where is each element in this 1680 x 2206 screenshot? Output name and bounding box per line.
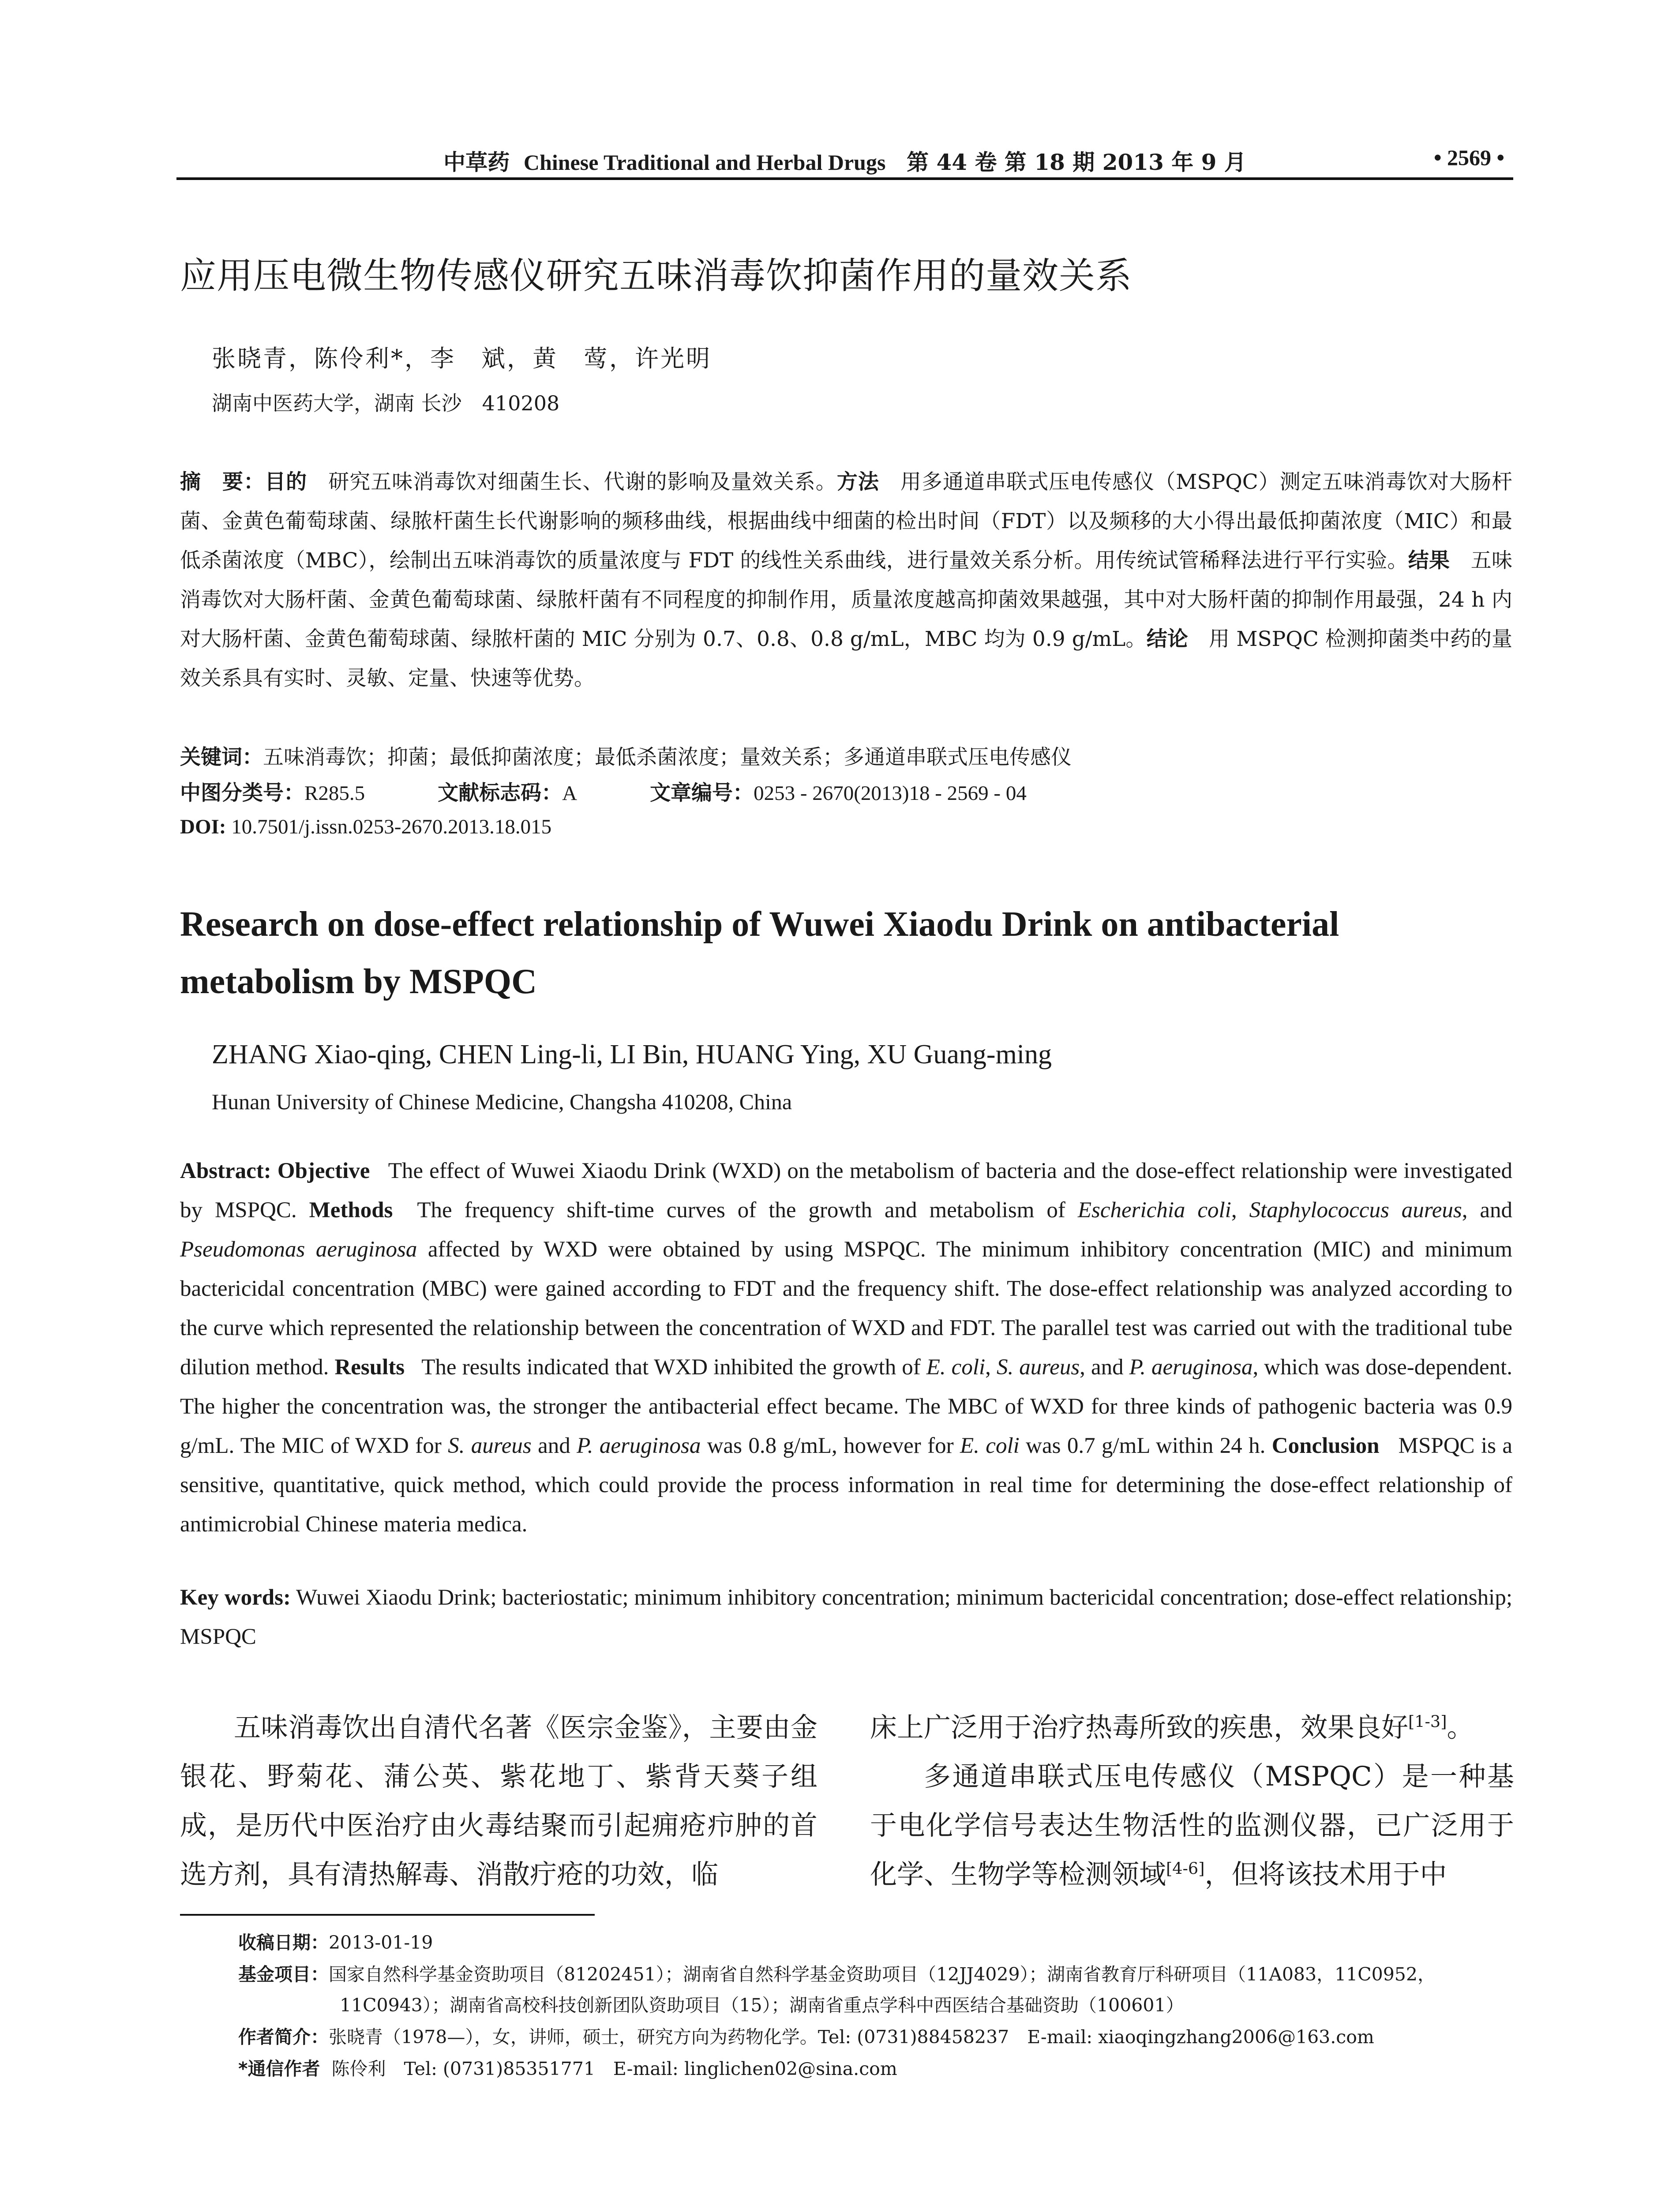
conclusion-label: 结论 <box>1146 627 1188 651</box>
species-paeruginosa: Pseudomonas aeruginosa <box>180 1237 417 1262</box>
journal-issue: 第 44 卷 第 18 期 2013 年 9 月 <box>907 149 1246 175</box>
species-ecoli-short-2: E. coli <box>960 1433 1020 1458</box>
page-number: • 2569 • <box>1433 145 1504 170</box>
body-text-end: ，但将该技术用于中 <box>1204 1859 1447 1890</box>
footnote-received <box>238 1927 433 1958</box>
species-saureus: Staphylococcus aureus <box>1249 1198 1462 1223</box>
chinese-authors: 张晓青，陈伶利*，李 斌，黄 莺，许光明 <box>212 345 712 372</box>
body-text: 床上广泛用于治疗热毒所致的疾患，效果良好 <box>870 1712 1409 1743</box>
author-text: 张晓青（1978—），女，讲师，硕士，研究方向为药物化学。Tel: (0731)88458237 E-mail: xiaoqingzhang2006@163.com <box>329 2026 1374 2048</box>
footnote-funding <box>238 1959 1436 1990</box>
body-paragraph <box>870 1703 1514 1752</box>
received-label: 收稿日期： <box>238 1932 329 1953</box>
methods-text: 用多通道串联式压电传感仪（MSPQC）测定五味消毒饮对大肠杆菌、金黄色葡萄球菌、绿脓杆菌生长代谢影响的频移曲线，根据曲线中细菌的检出时间（FDT）以及频移的大小得出最低抑菌浓度（MIC）和最低杀菌浓度（MBC），绘制出五味消毒饮的质量浓度与 FDT 的线性关系曲线，进行量效关系分析。用传统试管稀释法进行平行实验。 <box>180 470 1513 573</box>
en-methods-text: The frequency shift-time curves of the growth and metabolism of <box>417 1198 1065 1223</box>
footnote-corresponding <box>238 2053 897 2084</box>
running-header <box>176 141 1513 176</box>
objective-label: 目的 <box>265 470 308 494</box>
en-results-label: Results <box>334 1355 405 1380</box>
species-ecoli: Escherichia coli <box>1077 1198 1231 1223</box>
en-abstract-label: Abstract: Objective <box>180 1159 370 1183</box>
chinese-abstract <box>180 462 1512 698</box>
en-keywords-label: Key words: <box>180 1585 291 1610</box>
body-column-right <box>870 1703 1514 1899</box>
species-ecoli-short: E. coli <box>926 1355 986 1380</box>
doi-line <box>180 815 551 839</box>
conclusion-text: 用 MSPQC 检测抑菌类中药的量效关系具有实时、灵敏、定量、快速等优势。 <box>180 627 1513 690</box>
results-text: 五味消毒饮对大肠杆菌、金黄色葡萄球菌、绿脓杆菌有不同程度的抑制作用，质量浓度越高抑菌效果越强，其中对大肠杆菌的抑制作用最强，24 h 内对大肠杆菌、金黄色葡萄球菌、绿脓杆菌的 MIC 分别为 0.7、0.8、0.8 g/mL，MBC 均为 0.9 g/mL。 <box>180 548 1513 651</box>
en-results-text-3: was 0.8 g/mL, however for <box>707 1433 954 1458</box>
species-saureus-short: S. aureus <box>996 1355 1080 1380</box>
en-methods-label: Methods <box>309 1198 393 1223</box>
corresponding-label: *通信作者 <box>238 2058 320 2079</box>
en-results-text-2: , which was dose-dependent. The higher the concentration was, the stronger the antibacterial effect became. The MBC of WXD for three kinds of pathogenic bacteria was 0.9 g/mL. The MIC of WXD for <box>180 1355 1513 1458</box>
english-abstract: Abstract: Objective The effect of Wuwei Xiaodu Drink (WXD) on the metabolism of bacteria and the dose-effect relationship were investigated by MSPQC. Methods The frequency shift-time curves of the growth and metabolism of Escherichia coli, Staphylococcus aureus, and Pseudomonas aeruginosa affected by WXD were obtained by using MSPQC. The minimum inhibitory concentration (MIC) and minimum bactericidal concentration (MBC) were gained according to FDT and the frequency shift. The dose-effect relationship was analyzed according to the curve which represented the relationship between the concentration of WXD and FDT. The parallel test was carried out with the traditional tube dilution method. Results The results indicated that WXD inhibited the growth of E. coli, S. aureus, and P. aeruginosa, which was dose-dependent. The higher the concentration was, the stronger the antibacterial effect became. The MBC of WXD for three kinds of pathogenic bacteria was 0.9 g/mL. The MIC of WXD for S. aureus and P. aeruginosa was 0.8 g/mL, however for E. coli was 0.7 g/mL within 24 h. Conclusion MSPQC is a sensitive, quantitative, quick method, which could provide the process information in real time for determining the dose-effect relationship of antimicrobial Chinese materia medica. <box>180 1159 1513 1537</box>
funding-label: 基金项目： <box>238 1964 329 1985</box>
english-keywords <box>180 1578 1512 1657</box>
footnote-rule <box>180 1914 595 1916</box>
header-rule <box>176 177 1513 180</box>
citation-ref[interactable]: [1-3] <box>1408 1712 1447 1731</box>
body-paragraph <box>870 1752 1514 1899</box>
author-label: 作者简介： <box>238 2026 329 2048</box>
english-title: Research on dose-effect relationship of Wuwei Xiaodu Drink on antibacterial metabolism by MSPQC <box>180 905 1339 1001</box>
chinese-affiliation: 湖南中医药大学，湖南 长沙 410208 <box>212 391 560 415</box>
journal-name-en: Chinese Traditional and Herbal Drugs <box>523 150 886 175</box>
species-paeruginosa-short-2: P. aeruginosa <box>577 1433 701 1458</box>
and-text: , and <box>1462 1198 1513 1223</box>
article-no-label: 文章编号： <box>650 781 754 805</box>
journal-header <box>176 145 1513 176</box>
doc-code-value: A <box>562 782 578 805</box>
species-paeruginosa-short: P. aeruginosa <box>1129 1355 1253 1380</box>
results-label: 结果 <box>1408 548 1450 573</box>
keywords-label: 关键词： <box>180 745 263 769</box>
body-text: 多通道串联式压电传感仪（MSPQC）是一种基于电化学信号表达生物活性的监测仪器，已广泛用于化学、生物学等检测领域 <box>870 1761 1514 1890</box>
body-text-end: 。 <box>1447 1712 1474 1743</box>
en-conclusion-label: Conclusion <box>1271 1433 1380 1458</box>
clc-value: R285.5 <box>304 782 365 805</box>
chinese-title: 应用压电微生物传感仪研究五味消毒饮抑菌作用的量效关系 <box>180 255 1132 297</box>
en-results-text-4: was 0.7 g/mL within 24 h. <box>1026 1433 1266 1458</box>
species-saureus-short-2: S. aureus <box>448 1433 532 1458</box>
objective-text: 研究五味消毒饮对细菌生长、代谢的影响及量效关系。 <box>307 470 837 494</box>
en-results-text: The results indicated that WXD inhibited the growth of <box>421 1355 921 1380</box>
doi-label: DOI: <box>180 815 226 838</box>
body-column-left: 五味消毒饮出自清代名著《医宗金鉴》，主要由金银花、野菊花、蒲公英、紫花地丁、紫背天葵子组成，是历代中医治疗由火毒结聚而引起痈疮疖肿的首选方剂，具有清热解毒、消散疔疮的功效，临 <box>180 1712 818 1890</box>
article-no-value: 0253 - 2670(2013)18 - 2569 - 04 <box>754 782 1027 805</box>
en-conclusion-text: MSPQC is a sensitive, quantitative, quick method, which could provide the process information in real time for determining the dose-effect relationship of antimicrobial Chinese materia medica. <box>180 1433 1513 1537</box>
journal-name-cn: 中草药 <box>443 149 510 175</box>
doi-value[interactable]: 10.7501/j.issn.0253-2670.2013.18.015 <box>231 815 552 838</box>
corresponding-text: 陈伶利 Tel: (0731)85351771 E-mail: linglichen02@sina.com <box>331 2058 897 2079</box>
abstract-label: 摘 要： <box>180 470 265 494</box>
chinese-keywords <box>180 738 1512 777</box>
english-authors: ZHANG Xiao-qing, CHEN Ling-li, LI Bin, HUANG Ying, XU Guang-ming <box>212 1039 1052 1069</box>
en-objective-text: The effect of Wuwei Xiaodu Drink (WXD) on the metabolism of bacteria and the dose-effect relationship were investigated by MSPQC. <box>180 1159 1512 1223</box>
received-date: 2013-01-19 <box>329 1932 433 1953</box>
citation-ref[interactable]: [4-6] <box>1166 1859 1205 1878</box>
doc-code-label: 文献标志码： <box>438 781 562 805</box>
english-affiliation: Hunan University of Chinese Medicine, Changsha 410208, China <box>212 1089 792 1114</box>
footnote-funding-cont: 11C0943）；湖南省高校科技创新团队资助项目（15）；湖南省重点学科中西医结合基础资助（100601） <box>340 1995 1184 2016</box>
keywords-text: 五味消毒饮；抑菌；最低抑菌浓度；最低杀菌浓度；量效关系；多通道串联式压电传感仪 <box>263 745 1072 769</box>
clc-label: 中图分类号： <box>180 781 304 805</box>
classification-line <box>180 777 1027 806</box>
en-keywords-text: Wuwei Xiaodu Drink; bacteriostatic; minimum inhibitory concentration; minimum bactericidal concentration; dose-effect relationship; MSPQC <box>180 1585 1512 1649</box>
en-methods-text-2: affected by WXD were obtained by using MSPQC. The minimum inhibitory concentration (MIC) and minimum bactericidal concentration (MBC) were gained according to FDT and the frequency shift. The dose-effect relationship was analyzed according to the curve which represented the relationship between the concentration of WXD and FDT. The parallel test was carried out with the traditional tube dilution method. <box>180 1237 1512 1380</box>
funding-text: 国家自然科学基金资助项目（81202451）；湖南省自然科学基金资助项目（12JJ4029）；湖南省教育厅科研项目（11A083，11C0952， <box>329 1964 1436 1985</box>
footnote-author <box>238 2022 1374 2052</box>
methods-label: 方法 <box>836 470 879 494</box>
